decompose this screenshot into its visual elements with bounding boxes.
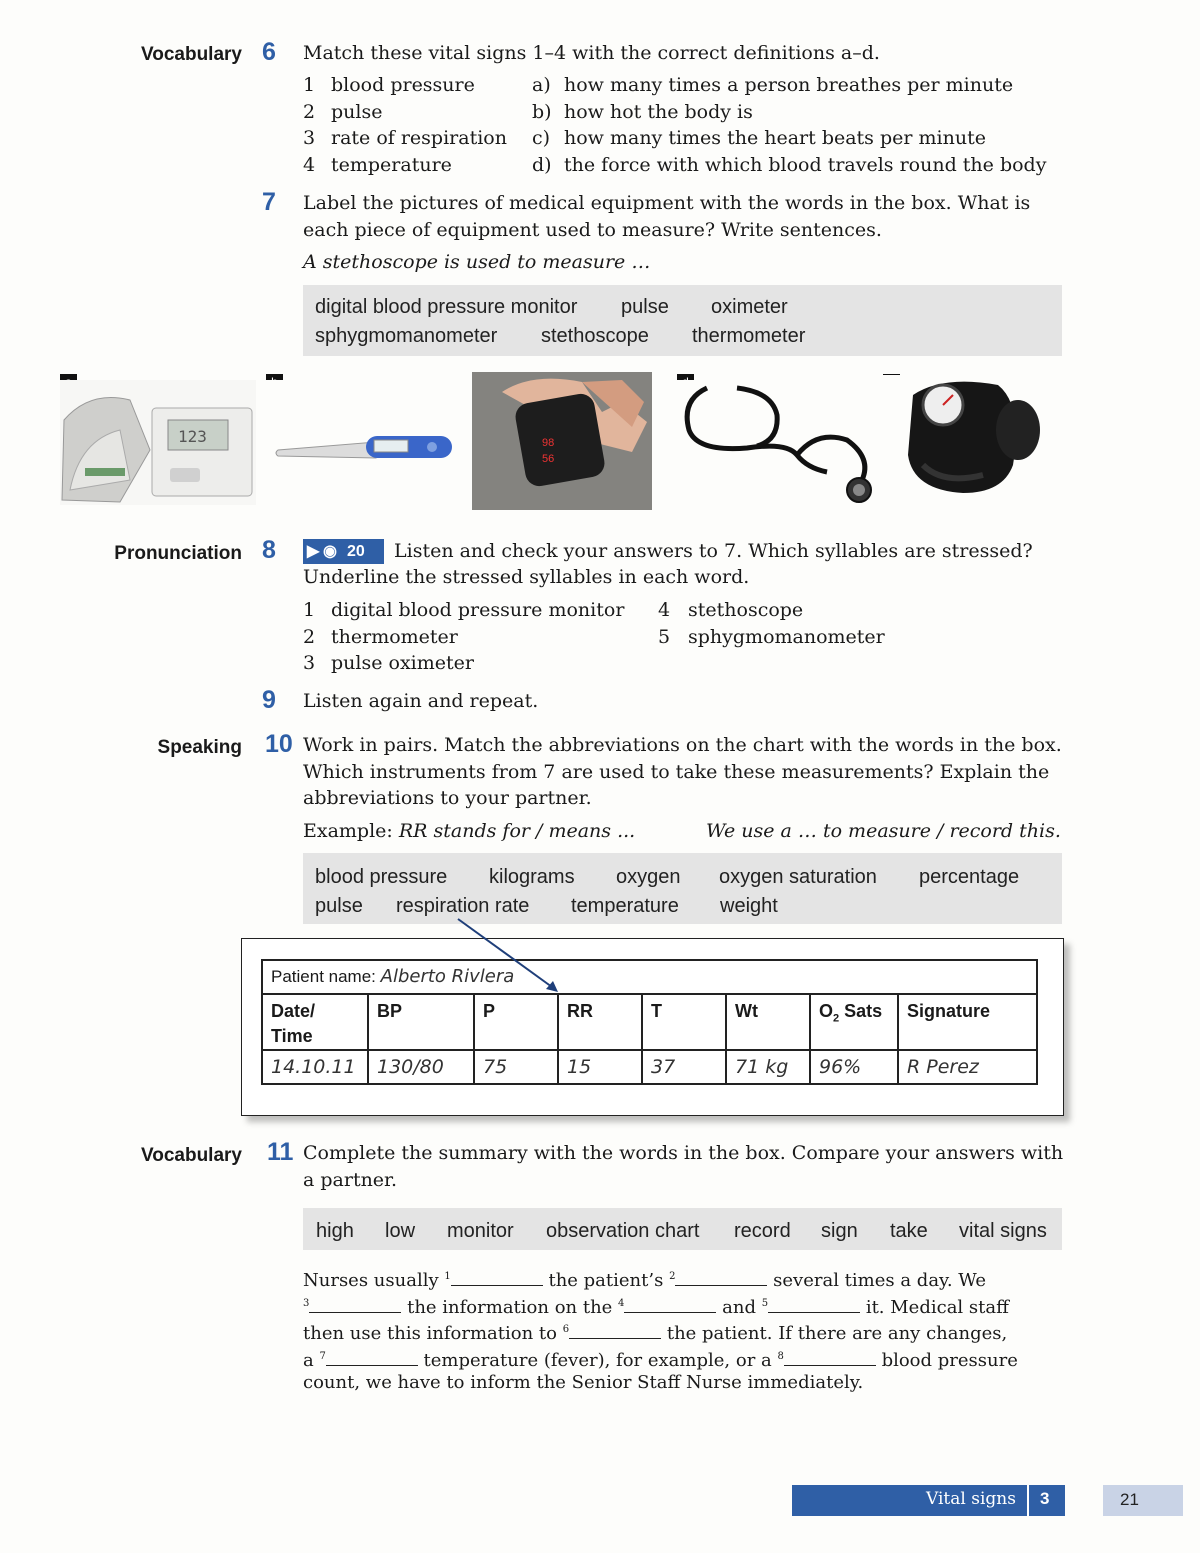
header-o2-sats: $O_2$ Sats <box>810 994 898 1050</box>
observation-chart-card <box>241 938 1064 1116</box>
word-box-item: low <box>385 1220 416 1242</box>
item-text: pulse oximeter <box>331 652 474 674</box>
word-box-item: temperature <box>571 895 679 917</box>
play-icon: ▶ <box>307 543 320 560</box>
item-text: rate of respiration <box>331 127 507 149</box>
header-rr: RR <box>558 994 642 1050</box>
cell-o2-sats: 96% <box>810 1050 898 1084</box>
cell-rr: 15 <box>558 1050 642 1084</box>
summary-paragraph: Nurses usually $^1$ the patient’s $^2$ several times a day. We $^3$ the information on the $^4$ and $^5$ it. Medical staff then use this information to $^6$ the patient. If there are any changes, a $^7$ temperature (fever), for example, or a $^8$ blood pressure count, we have to inform the Senior Staff Nurse immediately. <box>303 1264 1063 1397</box>
audio-track-badge[interactable] <box>303 539 384 564</box>
def-letter: b) <box>532 100 552 123</box>
word-box-item: vital signs <box>959 1220 1047 1242</box>
exercise-number: 11 <box>267 1138 294 1166</box>
blank-2[interactable] <box>675 1267 767 1286</box>
section-label-vocabulary: Vocabulary <box>140 1145 242 1166</box>
observation-chart-table <box>261 959 1038 1085</box>
item-text: sphygmomanometer <box>688 625 885 648</box>
word-box-item: blood pressure <box>315 866 448 888</box>
ex10-line3: abbreviations to your partner. <box>303 787 592 809</box>
word-box <box>303 853 1062 924</box>
ex10-line2: Which instruments from 7 are used to take these measurements? Explain the <box>303 760 1050 783</box>
unit-title: Vital signs <box>926 1489 1016 1509</box>
exercise-number: 6 <box>262 38 276 66</box>
unit-footer-bar <box>792 1485 1065 1516</box>
word-box-item: sign <box>821 1220 858 1242</box>
item-number: 1 <box>303 599 316 621</box>
cd-icon: ◉ <box>323 543 337 560</box>
def-text: how hot the body is <box>564 100 753 123</box>
ex10-line1: Work in pairs. Match the abbreviations on the chart with the words in the box. <box>303 734 1062 756</box>
oximeter-reading: 98 <box>542 437 555 449</box>
ex8-items-left <box>303 597 624 677</box>
section-label-pronunciation: Pronunciation <box>114 543 242 564</box>
section-label-vocabulary: Vocabulary <box>140 44 242 65</box>
word-box-item: observation chart <box>546 1220 700 1242</box>
item-number: 1 <box>303 74 316 96</box>
word-box-item: sphygmomanometer <box>315 325 498 347</box>
item-text: digital blood pressure monitor <box>331 599 625 621</box>
item-text: thermometer <box>331 625 458 648</box>
page-number-tab <box>1103 1485 1183 1516</box>
word-box-item: kilograms <box>489 866 575 888</box>
patient-name-row <box>262 960 1037 994</box>
unit-number: 3 <box>1040 1489 1050 1508</box>
word-box-item: monitor <box>447 1220 514 1242</box>
ex7-example: A stethoscope is used to measure … <box>303 251 651 273</box>
header-wt: Wt <box>726 994 810 1050</box>
oximeter-reading: 56 <box>542 453 555 465</box>
item-text: blood pressure <box>331 74 475 96</box>
def-text: how many times a person breathes per minute <box>564 74 1014 96</box>
item-number: 4 <box>658 599 671 621</box>
def-letter: a) <box>532 74 551 96</box>
ex8-items-right <box>658 597 885 650</box>
cell-signature: R Perez <box>898 1050 1037 1084</box>
cell-p: 75 <box>474 1050 558 1084</box>
item-number: 3 <box>303 127 316 149</box>
thermometer-image <box>266 380 456 505</box>
blank-5[interactable] <box>768 1294 860 1313</box>
ex8-line1: Listen and check your answers to 7. Which syllables are stressed? <box>394 540 1033 562</box>
ex8-line2: Underline the stressed syllables in each word. <box>303 566 750 588</box>
header-t: T <box>642 994 726 1050</box>
word-box <box>303 285 1062 356</box>
def-letter: d) <box>532 153 552 176</box>
word-box-item: oxygen saturation <box>719 866 877 888</box>
cell-date-time: 14.10.11 <box>262 1050 368 1084</box>
exercise-number: 10 <box>265 730 293 758</box>
example-arrow <box>450 915 570 995</box>
word-box-item: high <box>316 1220 354 1242</box>
audio-track-number: 20 <box>347 543 365 560</box>
item-text: pulse <box>331 100 383 123</box>
exercise-number: 8 <box>262 536 276 564</box>
blood-pressure-monitor-image <box>60 380 256 505</box>
item-number: 2 <box>303 625 316 648</box>
example-b: We use a … to measure / record this. <box>706 820 1061 842</box>
ex11-instruction <box>303 1140 1063 1193</box>
item-number: 4 <box>303 153 316 176</box>
item-text: stethoscope <box>688 599 804 621</box>
blank-8[interactable] <box>784 1347 876 1366</box>
stethoscope-image <box>677 380 877 510</box>
section-label-speaking: Speaking <box>157 737 242 758</box>
word-box-item: respiration rate <box>396 895 530 917</box>
word-box-item: pulse <box>621 296 669 318</box>
blank-1[interactable] <box>451 1267 543 1286</box>
blank-6[interactable] <box>569 1320 661 1339</box>
def-text: how many times the heart beats per minute <box>564 127 986 149</box>
ex11-line2: a partner. <box>303 1168 398 1191</box>
exercise-number: 7 <box>262 188 276 216</box>
ex7-line1: Label the pictures of medical equipment with the words in the box. What is <box>303 192 1031 214</box>
def-letter: c) <box>532 127 551 149</box>
word-box-item: thermometer <box>692 325 806 347</box>
ex7-line2: each piece of equipment used to measure? Write sentences. <box>303 218 882 241</box>
item-number: 2 <box>303 100 316 123</box>
word-box-item: stethoscope <box>541 325 649 347</box>
ex11-line1: Complete the summary with the words in the box. Compare your answers with <box>303 1142 1064 1164</box>
item-text: temperature <box>331 153 452 176</box>
ex10-instruction <box>303 732 1062 812</box>
word-box <box>303 1208 1062 1250</box>
page-number: 21 <box>1120 1490 1139 1509</box>
word-box-item: take <box>890 1220 928 1242</box>
word-box-item: pulse <box>315 895 363 917</box>
header-signature: Signature <box>898 994 1037 1050</box>
pulse-oximeter-image <box>472 372 652 510</box>
blank-3[interactable] <box>309 1294 401 1313</box>
word-box-item: weight <box>720 895 778 917</box>
ex9-text: Listen again and repeat. <box>303 690 539 712</box>
word-box-item: percentage <box>919 866 1020 888</box>
word-box-item: oxygen <box>616 866 681 888</box>
item-number: 3 <box>303 652 316 674</box>
cell-t: 37 <box>642 1050 726 1084</box>
ex6-definitions <box>532 72 1046 178</box>
header-bp: BP <box>368 994 474 1050</box>
header-date-time: Date/ Time <box>262 994 368 1050</box>
word-box-item: digital blood pressure monitor <box>315 296 578 318</box>
ex10-example <box>303 818 635 845</box>
svg-text:123: 123 <box>178 427 207 446</box>
header-p: P <box>474 994 558 1050</box>
cell-bp: 130/80 <box>368 1050 474 1084</box>
word-box-item: record <box>734 1220 791 1242</box>
item-number: 5 <box>658 625 671 648</box>
def-text: the force with which blood travels round the body <box>564 153 1047 176</box>
ex6-items <box>303 72 507 178</box>
example-label: Example: <box>303 820 393 842</box>
blank-7[interactable] <box>326 1347 418 1366</box>
word-box-item: oximeter <box>711 296 788 318</box>
example-a: RR stands for / means ... <box>398 820 636 842</box>
exercise-number: 9 <box>262 686 276 714</box>
sphygmomanometer-image <box>883 375 1043 505</box>
blank-4[interactable] <box>624 1294 716 1313</box>
patient-name-value: Alberto Rivlera <box>380 966 515 987</box>
patient-name-label: Patient name: <box>271 967 376 986</box>
ex6-instruction: Match these vital signs 1–4 with the correct definitions a–d. <box>303 42 880 64</box>
cell-wt: 71 kg <box>726 1050 810 1084</box>
ex7-instruction <box>303 190 1030 243</box>
